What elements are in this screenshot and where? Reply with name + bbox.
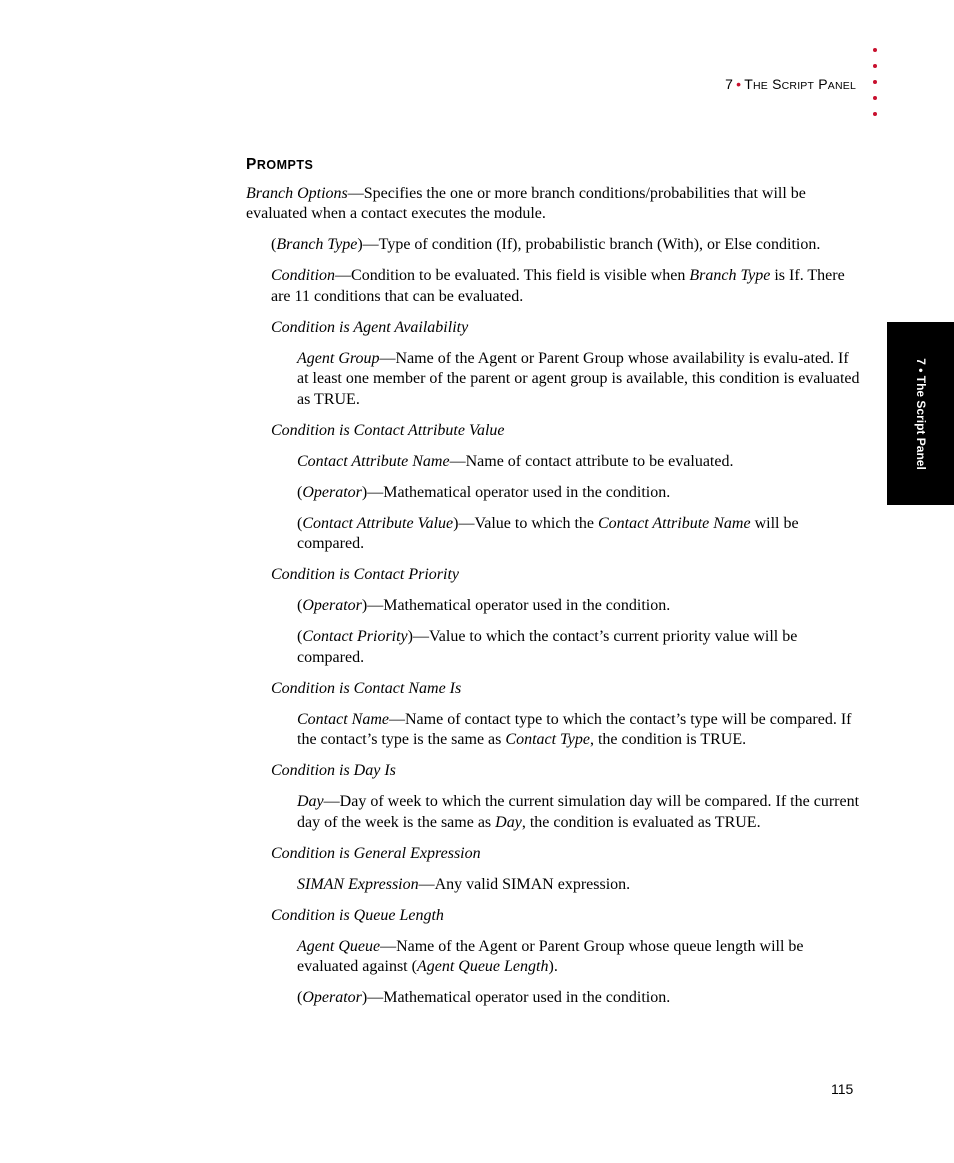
contact-priority-paragraph: (Contact Priority)—Value to which the contact’s current priority value will be compared. <box>297 628 798 666</box>
decorative-dots <box>873 48 881 128</box>
section-title: PROMPTS <box>246 156 314 173</box>
siman-expression-paragraph: SIMAN Expression—Any valid SIMAN expression. <box>297 875 631 893</box>
chapter-side-tab <box>887 322 954 505</box>
condition-paragraph: Condition—Condition to be evaluated. This field is visible when Branch Type is If. There are 11 conditions that can be evaluated. <box>271 267 845 305</box>
dot <box>873 112 877 116</box>
operator-paragraph: (Operator)—Mathematical operator used in the condition. <box>297 597 671 614</box>
branch-options-paragraph: Branch Options—Specifies the one or more branch conditions/probabilities that will be evaluated when a contact executes the module. <box>246 184 806 222</box>
contact-attribute-name-paragraph: Contact Attribute Name—Name of contact attribute to be evaluated. <box>297 452 734 470</box>
contact-name-paragraph: Contact Name—Name of contact type to which the contact’s type will be compared. If the contact’s type is the same as Contact Type, the condition is TRUE. <box>297 710 852 748</box>
condition-heading-contact-attribute-value: Condition is Contact Attribute Value <box>271 421 505 439</box>
dot <box>873 96 877 100</box>
page-content <box>246 155 861 1019</box>
condition-heading-general-expression: Condition is General Expression <box>271 844 481 862</box>
page-number: 115 <box>831 1081 854 1097</box>
header-title: THE SCRIPT PANEL <box>744 76 856 92</box>
agent-queue-paragraph: Agent Queue—Name of the Agent or Parent Group whose queue length will be evaluated against (Agent Queue Length). <box>297 937 804 975</box>
agent-group-paragraph: Agent Group—Name of the Agent or Parent Group whose availability is evalu-ated. If at least one member of the parent or agent group is available, this condition is evaluated as TRUE. <box>297 349 860 408</box>
branch-type-paragraph: (Branch Type)—Type of condition (If), probabilistic branch (With), or Else condition. <box>271 236 821 253</box>
running-header <box>725 76 856 92</box>
day-paragraph: Day—Day of week to which the current simulation day will be compared. If the current day of the week is the same as Day, the condition is evaluated as TRUE. <box>297 793 860 831</box>
contact-attribute-value-paragraph: (Contact Attribute Value)—Value to which the Contact Attribute Name will be compared. <box>297 514 799 552</box>
condition-heading-contact-name-is: Condition is Contact Name Is <box>271 679 462 697</box>
dot <box>873 64 877 68</box>
chapter-number: 7 <box>725 76 734 92</box>
condition-heading-contact-priority: Condition is Contact Priority <box>271 566 460 583</box>
condition-heading-day-is: Condition is Day Is <box>271 762 396 779</box>
condition-heading-agent-availability: Condition is Agent Availability <box>271 318 469 336</box>
side-tab-label: 7 • The Script Panel <box>913 357 928 470</box>
operator-paragraph: (Operator)—Mathematical operator used in the condition. <box>297 483 671 501</box>
dot <box>873 48 877 52</box>
header-separator: • <box>736 76 742 92</box>
operator-paragraph: (Operator)—Mathematical operator used in the condition. <box>297 989 671 1006</box>
condition-heading-queue-length: Condition is Queue Length <box>271 906 444 924</box>
dot <box>873 80 877 84</box>
